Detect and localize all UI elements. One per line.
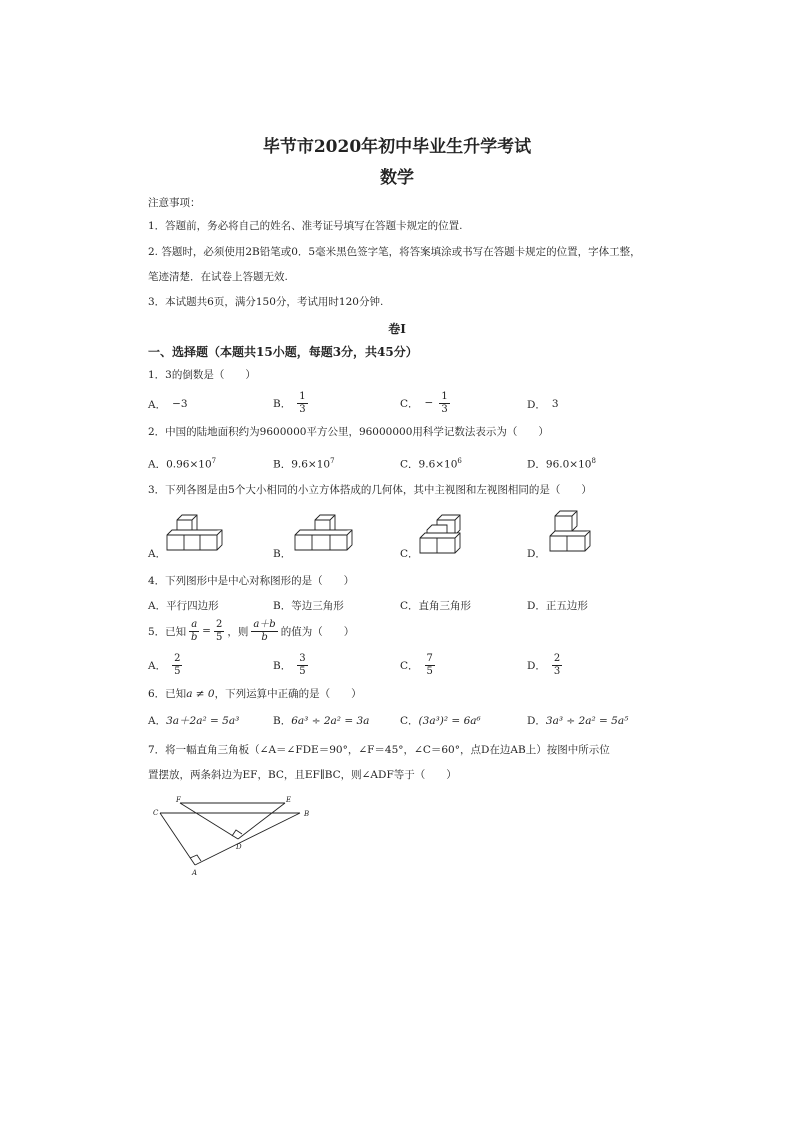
notice-item-1: 1．答题前，务必将自己的姓名、准考证号填写在答题卡规定的位置. <box>148 220 463 232</box>
notice-item-3: 3．本试题共6页，满分150分，考试用时120分钟. <box>148 296 384 308</box>
q5-option-b: B． $\frac{3}{5}$ <box>273 652 306 677</box>
q5-option-c: C． $\frac{7}{5}$ <box>400 652 433 677</box>
q4-option-b: B．等边三角形 <box>273 600 344 612</box>
notice-item-2: 2. 答题时，必须使用2B铅笔或0．5毫米黑色签字笔，将答案填涂或书写在答题卡规定的位置，字体工整， <box>148 246 641 258</box>
section-heading: 一、选择题（本题共15小题，每题3分，共45分） <box>148 345 418 359</box>
q7-label-a: A <box>192 869 198 877</box>
q1-option-b: B． $\frac{1}{3}$ <box>273 390 306 415</box>
q2-option-d: D．$96.0\times 10^8$ <box>527 457 596 471</box>
q4-stem: 4．下列图形中是中心对称图形的是（ ） <box>148 575 355 587</box>
q1-stem: 1．3的倒数是（ ） <box>148 369 256 381</box>
q7-triangle-figure <box>150 795 320 885</box>
q1-option-c: C． − $\frac{1}{3}$ <box>400 390 448 415</box>
q5-stem: 5．已知 $\frac{a}{b}$ = $\frac{2}{5}$ ，则 $\frac{a+b}{b}$ 的值为（ ） <box>148 618 355 643</box>
exam-title: 毕节市2020年初中毕业生升学考试 <box>262 137 532 157</box>
q5-option-a: A． $\frac{2}{5}$ <box>148 652 181 677</box>
q3-option-b-figure <box>290 510 360 555</box>
q7-stem-line2: 置摆放，两条斜边为EF，BC，且EF∥BC，则∠ADF等于（ ） <box>148 769 457 781</box>
q3-stem: 3．下列各图是由5个大小相同的小立方体搭成的几何体，其中主视图和左视图相同的是（ ） <box>148 484 592 496</box>
notice-item-2-cont: 笔迹清楚．在试卷上答题无效. <box>148 271 288 283</box>
q6-option-d: D．3a³ ÷ 2a² = 5a⁵ <box>527 715 629 727</box>
q3-option-d-label: D． <box>527 548 546 560</box>
q4-option-d: D．正五边形 <box>527 600 588 612</box>
q4-option-a: A．平行四边形 <box>148 600 219 612</box>
q7-label-e: E <box>286 796 292 804</box>
q6-stem: 6．已知a ≠ 0，下列运算中正确的是（ ） <box>148 688 362 700</box>
q1-option-a: A． −3 <box>148 398 188 411</box>
q3-option-a-figure <box>162 510 232 555</box>
q2-option-a: A．$0.96\times 10^7$ <box>148 457 217 471</box>
q5-option-d: D． $\frac{2}{3}$ <box>527 652 561 677</box>
q2-stem: 2．中国的陆地面积约为9600000平方公里，96000000用科学记数法表示为（ ） <box>148 426 549 438</box>
q4-option-c: C．直角三角形 <box>400 600 472 612</box>
q7-label-d: D <box>236 843 242 851</box>
q3-option-d-figure <box>545 508 595 556</box>
q6-option-b: B．6a³ ÷ 2a² = 3a <box>273 715 370 727</box>
q2-option-c: C．$9.6\times 10^6$ <box>400 457 462 471</box>
q3-option-c-label: C． <box>400 548 419 560</box>
q7-label-c: C <box>153 809 159 817</box>
q3-option-c-figure <box>412 510 472 555</box>
q7-label-f: F <box>176 796 181 804</box>
q7-label-b: B <box>304 810 310 818</box>
q3-option-a-label: A． <box>148 548 167 560</box>
q6-option-a: A．3a＋2a² = 5a³ <box>148 715 240 727</box>
notice-heading: 注意事项： <box>148 197 201 209</box>
q2-option-b: B．$9.6\times 10^7$ <box>273 457 335 471</box>
q6-option-c: C．(3a³)² = 6a⁶ <box>400 715 481 727</box>
volume-label: 卷I <box>388 322 406 336</box>
q7-stem-line1: 7．将一幅直角三角板（∠A＝∠FDE＝90°，∠F＝45°，∠C＝60°，点D在边AB上）按图中所示位 <box>148 744 610 756</box>
q1-option-d: D． 3 <box>527 398 559 411</box>
subject-title: 数学 <box>380 168 414 188</box>
q3-option-b-label: B． <box>273 548 292 560</box>
